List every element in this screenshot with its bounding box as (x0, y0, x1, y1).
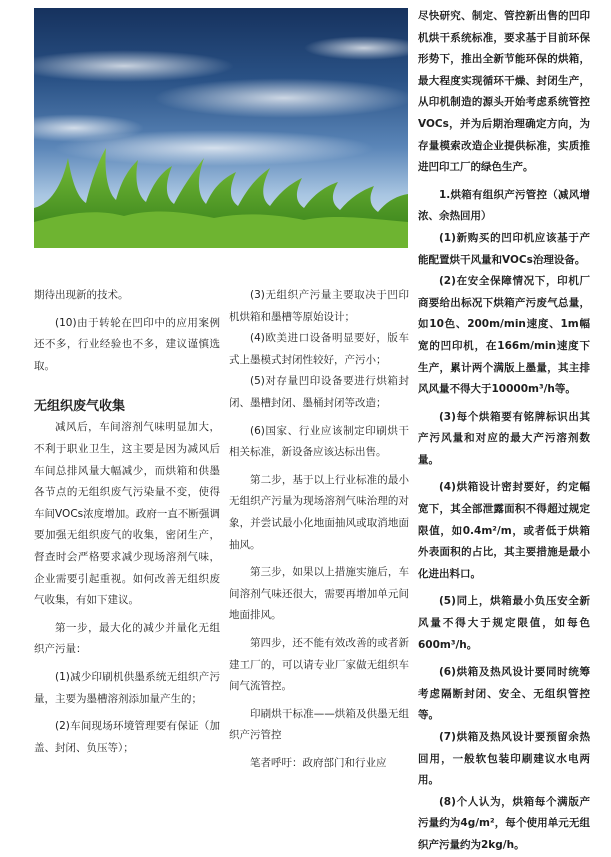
paragraph: 尽快研究、制定、管控新出售的凹印机烘干系统标准，要求基于目前环保形势下，推出全新节能环保的烘箱，最大程度实现循环干燥、封闭生产，从印机制造的源头开始考虑系统管控VOCs，并为后期治理确定方向，为存量模索改造企业提供标准，实质推进凹印工厂的绿色生产。 (418, 10, 590, 174)
paragraph: (6)烘箱及热风设计要同时统筹考虑隔断封闭、安全、无组织管控等。 (418, 666, 590, 722)
paragraph: 第一步，最大化的减少并量化无组织产污量： (34, 621, 220, 656)
column-right (418, 6, 590, 857)
paragraph: (5)同上，烘箱最小负压安全新风量不得大于规定限值，如每色600m³/h。 (418, 595, 590, 651)
column-left (34, 285, 220, 759)
paragraph: (4)烘箱设计密封要好，约定幅宽下，其全部泄露面积不得超过规定限值，如0.4m²/m，或者低于烘箱外表面积的占比，其主要措施是最小化进出料口。 (418, 481, 590, 580)
paragraph: (3)无组织产污量主要取决于凹印机烘箱和墨槽等原始设计； (229, 289, 409, 323)
paragraph: 笔者呼吁：政府部门和行业应 (250, 756, 387, 769)
paragraph: (3)每个烘箱要有铭牌标识出其产污风量和对应的最大产污溶剂数量。 (418, 410, 590, 466)
paragraph: (2)车间现场环境管理要有保证（加盖、封闭、负压等）； (34, 720, 220, 754)
paragraph: (6)国家、行业应该制定印刷烘干相关标准，新设备应该达标出售。 (229, 424, 409, 459)
paragraph: 第三步，如果以上措施实施后，车间溶剂气味还很大，需要再增加单元间地面排风。 (229, 566, 409, 622)
paragraph: 第四步，还不能有效改善的或者新建工厂的，可以请专业厂家做无组织车间气流管控。 (229, 636, 409, 693)
paragraph: (8)个人认为，烘箱每个满版产污量约为4g/m²，每个使用单元无组织产污量约为2kg/h。 (418, 795, 590, 851)
section-heading: 无组织废气收集 (34, 399, 126, 415)
paragraph: (7)烘箱及热风设计要预留余热回用，一般软包装印刷建议水电两用。 (418, 731, 590, 787)
paragraph: (5)对存量凹印设备要进行烘箱封闭、墨槽封闭、墨桶封闭等改造； (229, 375, 409, 409)
subheading: 1.烘箱有组织产污管控（减风增浓、余热回用） (418, 188, 590, 223)
paragraph: 期待出现新的技术。 (34, 289, 129, 301)
paragraph: (10)由于转轮在凹印中的应用案例还不多，行业经验也不多，建议谨慎选取。 (34, 316, 220, 372)
column-middle (229, 285, 409, 774)
paragraph: (1)新购买的凹印机应该基于产能配置烘干风量和VOCs治理设备。 (418, 231, 590, 266)
grass-sky-photo (34, 8, 408, 248)
paragraph: 第二步，基于以上行业标准的最小无组织产污量为现场溶剂气味治理的对象，并尝试最小化地面抽风或取消地面抽风。 (229, 473, 409, 551)
paragraph: 减风后，车间溶剂气味明显加大，不利于职业卫生，这主要是因为减风后车间总排风量大幅减少，而烘箱和供墨各节点的无组织废气污染量不变，使得车间VOCs浓度增加。政府一直不断强调要加强无组织废气的收集，密闭生产，督查时会严格要求减少现场溶剂气味，企业需要引起重视。如何改善无组织废气收集，有如下建议。 (34, 421, 220, 607)
paragraph: (1)减少印刷机供墨系统无组织产污量，主要为墨槽溶剂添加量产生的； (34, 670, 220, 705)
subheading: 印刷烘干标准——烘箱及供墨无组织产污管控 (229, 707, 409, 742)
paragraph: (4)欧美进口设备明显要好，版车式上墨模式封闭性较好，产污小； (229, 332, 409, 366)
paragraph: (2)在安全保障情况下，印机厂商要给出标况下烘箱产污废气总量，如10色、200m/min速度、1m幅宽的凹印机，在166m/min速度下生产，累计两个满版上墨量，其主排风风量不得大于10000m³/h等。 (418, 275, 590, 396)
